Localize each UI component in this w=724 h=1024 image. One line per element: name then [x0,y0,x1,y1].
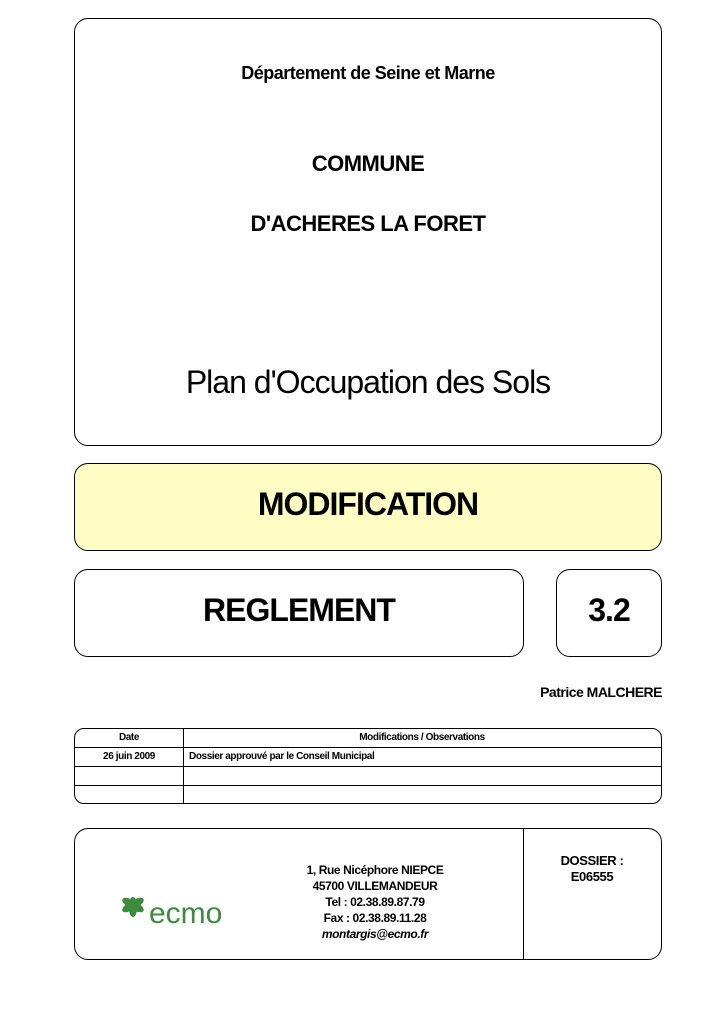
footer-divider [523,829,524,959]
table-row-date: 26 juin 2009 [103,751,155,762]
reglement-title: REGLEMENT [203,592,395,628]
logo-text: ecmo [149,897,223,930]
address-block [275,862,475,942]
department-name: Département de Seine et Marne [241,63,495,83]
fax: Fax : 02.38.89.11.28 [323,911,427,925]
document-number-box [556,569,662,657]
author-name: Patrice MALCHERE [540,684,662,700]
commune-label: COMMUNE [311,151,425,176]
dossier-label: DOSSIER : [560,853,624,868]
table-header-observations: Modifications / Observations [359,732,485,743]
dossier-block [523,853,661,885]
table-row-divider [75,785,661,786]
reglement-box [74,569,524,657]
table-row-divider [75,766,661,767]
ecmo-logo [119,879,259,935]
document-number: 3.2 [588,592,630,628]
address-line2: 45700 VILLEMANDEUR [312,879,438,893]
address-line1: 1, Rue Nicéphore NIEPCE [306,863,444,877]
table-header-date: Date [118,732,140,743]
modifications-table [74,728,662,804]
email-link[interactable]: montargis@ecmo.fr [321,927,429,941]
modification-box [74,463,662,551]
table-row-observation: Dossier approuvé par le Conseil Municipal [189,751,375,762]
dossier-number: E06555 [570,869,614,884]
plan-title: Plan d'Occupation des Sols [185,364,551,400]
modification-title: MODIFICATION [257,486,479,522]
leaf-icon [121,896,146,917]
commune-name: D'ACHERES LA FORET [250,211,486,236]
header-box [74,18,662,446]
footer-box [74,828,662,960]
telephone: Tel : 02.38.89.87.79 [325,895,425,909]
